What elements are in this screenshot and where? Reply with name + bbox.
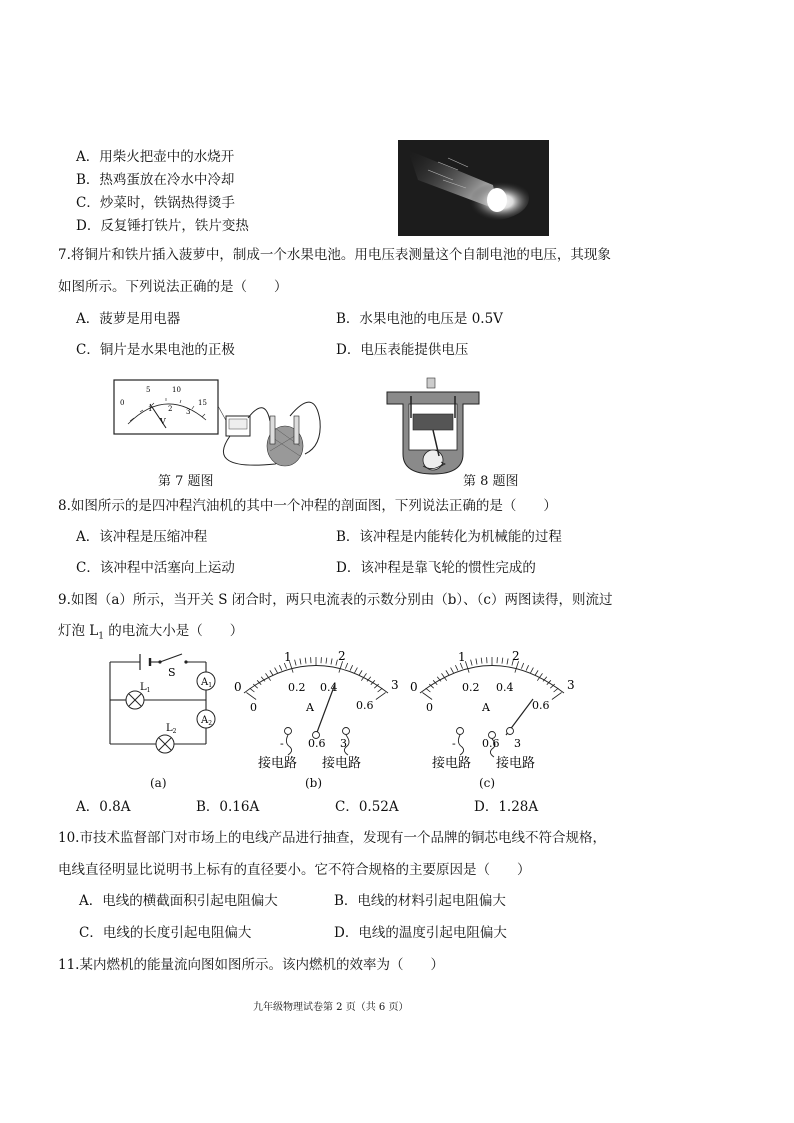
c-small-04: 0.4 <box>496 681 514 694</box>
scale-tick <box>378 688 383 692</box>
b-small-04: 0.4 <box>320 681 338 694</box>
q7-option-a: A．菠萝是用电器 <box>76 311 181 327</box>
svg-text:-: - <box>280 737 284 750</box>
scale-tick <box>426 688 431 692</box>
q9-option-a: A．0.8A <box>76 799 131 815</box>
scale-tick <box>279 665 282 670</box>
q8-caption: 第 8 题图 <box>463 474 519 489</box>
scale-tick <box>345 663 347 669</box>
scale-tick <box>554 688 559 692</box>
meter-unit: V <box>160 417 166 426</box>
b-unit: A <box>306 701 314 714</box>
svg-text:L2: $L_2$ <box>166 723 177 735</box>
scale-top-0: 0 <box>120 399 125 407</box>
scale-tick <box>359 670 362 675</box>
scale-top-10: 10 <box>172 386 181 394</box>
c-small-0: 0 <box>426 701 433 714</box>
scale-tick <box>552 693 562 700</box>
scale-tick <box>481 658 482 664</box>
q8-figure <box>383 374 483 478</box>
scale-tick <box>531 668 534 673</box>
scale-tick <box>526 665 529 670</box>
q10-option-d: D．电线的温度引起电阻偏大 <box>334 925 507 941</box>
scale-tick <box>376 693 386 700</box>
b-small-06: 0.6 <box>356 699 374 712</box>
svg-text:A1: $A_1$ <box>201 677 213 689</box>
scale-tick <box>355 668 358 673</box>
svg-text:L1: $L_1$ <box>140 682 151 694</box>
scale-tick <box>455 665 458 670</box>
piston <box>413 414 453 430</box>
scale-tick <box>422 693 432 700</box>
iron-plate <box>294 416 299 444</box>
q7-option-d: D．电压表能提供电压 <box>336 342 469 358</box>
q8-option-b: B．该冲程是内能转化为机械能的过程 <box>336 529 562 545</box>
spark-plug <box>427 378 435 388</box>
q9-ammeter-b <box>226 643 406 773</box>
q9-label-c: (c) <box>479 776 496 790</box>
b-small-02: 0.2 <box>288 681 306 694</box>
scale-tick <box>295 660 297 666</box>
scale-tick <box>246 693 256 700</box>
scale-tick <box>476 659 477 665</box>
scale-tick <box>521 663 523 669</box>
q7-stem-line1: 7.将铜片和铁片插入菠萝中，制成一个水果电池。用电压表测量这个自制电池的电压，其现象 <box>58 247 611 263</box>
scale-bottom-2: 2 <box>168 405 173 413</box>
scale-tick <box>507 659 508 665</box>
c-small-06: 0.6 <box>532 699 550 712</box>
scale-tick <box>331 659 332 665</box>
scale-tick <box>326 658 327 664</box>
q6-option-d: D．反复锤打铁片，铁片变热 <box>76 218 249 234</box>
c-big-1: 1 <box>458 650 466 664</box>
svg-text:-: - <box>452 737 456 750</box>
scale-tick <box>350 665 353 670</box>
c-connect-left: 接电路 <box>432 756 472 771</box>
c-connect-right: 接电路 <box>496 756 536 771</box>
b-connect-right: 接电路 <box>322 756 362 771</box>
q10-stem-line1: 10.市技术监督部门对市场上的电线产品进行抽查，发现有一个品牌的铜芯电线不符合规格， <box>58 830 606 846</box>
c-terminal-minus <box>457 728 464 735</box>
meteor-photo <box>398 140 549 236</box>
c-small-02: 0.2 <box>462 681 480 694</box>
q9-option-c: C．0.52A <box>335 799 399 815</box>
q9-option-b: B．0.16A <box>196 799 260 815</box>
c-big-3: 3 <box>567 678 575 692</box>
scale-tick <box>300 659 301 665</box>
q10-option-b: B．电线的材料引起电阻偏大 <box>334 893 506 909</box>
scale-tick <box>270 670 273 675</box>
scale-tick <box>465 661 469 672</box>
q8-option-c: C．该冲程中活塞向上运动 <box>76 560 235 576</box>
scale-top-5: 5 <box>146 386 151 394</box>
q10-stem-line2: 电线直径明显比说明书上标有的直径要小。它不符合规格的主要原因是（ ） <box>58 862 531 878</box>
q8-stem-line1: 8.如图所示的是四冲程汽油机的其中一个冲程的剖面图，下列说法正确的是（ ） <box>58 498 557 514</box>
q6-option-c: C．炒菜时，铁锅热得烫手 <box>76 195 235 211</box>
b-terminal-3 <box>343 728 350 735</box>
q9-label-a: (a) <box>150 776 167 790</box>
q6-option-a: A．用柴火把壶中的水烧开 <box>76 149 235 165</box>
q9-circuit-a <box>100 650 230 760</box>
scale-tick <box>502 658 503 664</box>
c-big-0: 0 <box>410 680 418 694</box>
flywheel <box>423 450 443 470</box>
b-big-1: 1 <box>284 650 292 664</box>
scale-tick <box>250 688 255 692</box>
scale-tick <box>535 670 538 675</box>
q7-stem-line2: 如图所示。下列说法正确的是（ ） <box>58 279 288 295</box>
c-terminal-3 <box>507 728 514 735</box>
svg-text:3: 3 <box>340 737 347 750</box>
q10-option-c: C．电线的长度引起电阻偏大 <box>79 925 252 941</box>
q9-label-b: (b) <box>305 776 323 790</box>
scale-tick <box>471 660 473 666</box>
scale-tick <box>446 670 449 675</box>
q9-ammeter-c <box>402 643 582 773</box>
b-terminal-minus <box>285 728 292 735</box>
c-unit: A <box>482 701 490 714</box>
q7-caption: 第 7 题图 <box>158 474 214 489</box>
scale-bottom-3: 3 <box>186 408 191 416</box>
scale-top-15: 15 <box>198 399 207 407</box>
c-big-2: 2 <box>512 649 520 663</box>
q8-option-a: A．该冲程是压缩冲程 <box>76 529 208 545</box>
q11-stem-line1: 11.某内燃机的能量流向图如图所示。该内燃机的效率为（ ） <box>58 957 444 973</box>
q10-option-a: A．电线的横截面积引起电阻偏大 <box>79 893 278 909</box>
q9-stem-line1: 9.如图（a）所示，当开关 S 闭合时，两只电流表的示数分别由（b）、（c）两图读得，则流过 <box>58 592 613 608</box>
scale-tick <box>451 668 454 673</box>
q8-option-d: D．该冲程是靠飞轮的惯性完成的 <box>336 560 536 576</box>
b-big-3: 3 <box>391 678 399 692</box>
b-connect-left: 接电路 <box>258 756 298 771</box>
page-footer: 九年级物理试卷第 2 页（共 6 页） <box>253 1002 409 1013</box>
b-big-0: 0 <box>234 680 242 694</box>
svg-text:0.6: 0.6 <box>308 737 326 750</box>
copper-plate <box>270 416 275 444</box>
svg-text:0.6: 0.6 <box>482 737 500 750</box>
b-small-0: 0 <box>250 701 257 714</box>
b-big-2: 2 <box>338 649 346 663</box>
q7-option-b: B．水果电池的电压是 0.5V <box>336 311 503 327</box>
q9-stem-line2: 灯泡 $L_1$ 的电流大小是（ ） <box>58 623 244 642</box>
voltmeter-dial-box <box>114 380 218 434</box>
svg-text:3: 3 <box>514 737 521 750</box>
q6-option-b: B．热鸡蛋放在冷水中冷却 <box>76 172 235 188</box>
svg-text:A2: $A_2$ <box>201 715 213 727</box>
q7-option-c: C．铜片是水果电池的正极 <box>76 342 235 358</box>
scale-tick <box>305 658 306 664</box>
scale-bottom-1: 1 <box>148 405 153 413</box>
switch-label: S <box>168 666 176 679</box>
q7-figure <box>110 376 330 472</box>
q9-option-d: D．1.28A <box>474 799 539 815</box>
scale-tick <box>275 668 278 673</box>
